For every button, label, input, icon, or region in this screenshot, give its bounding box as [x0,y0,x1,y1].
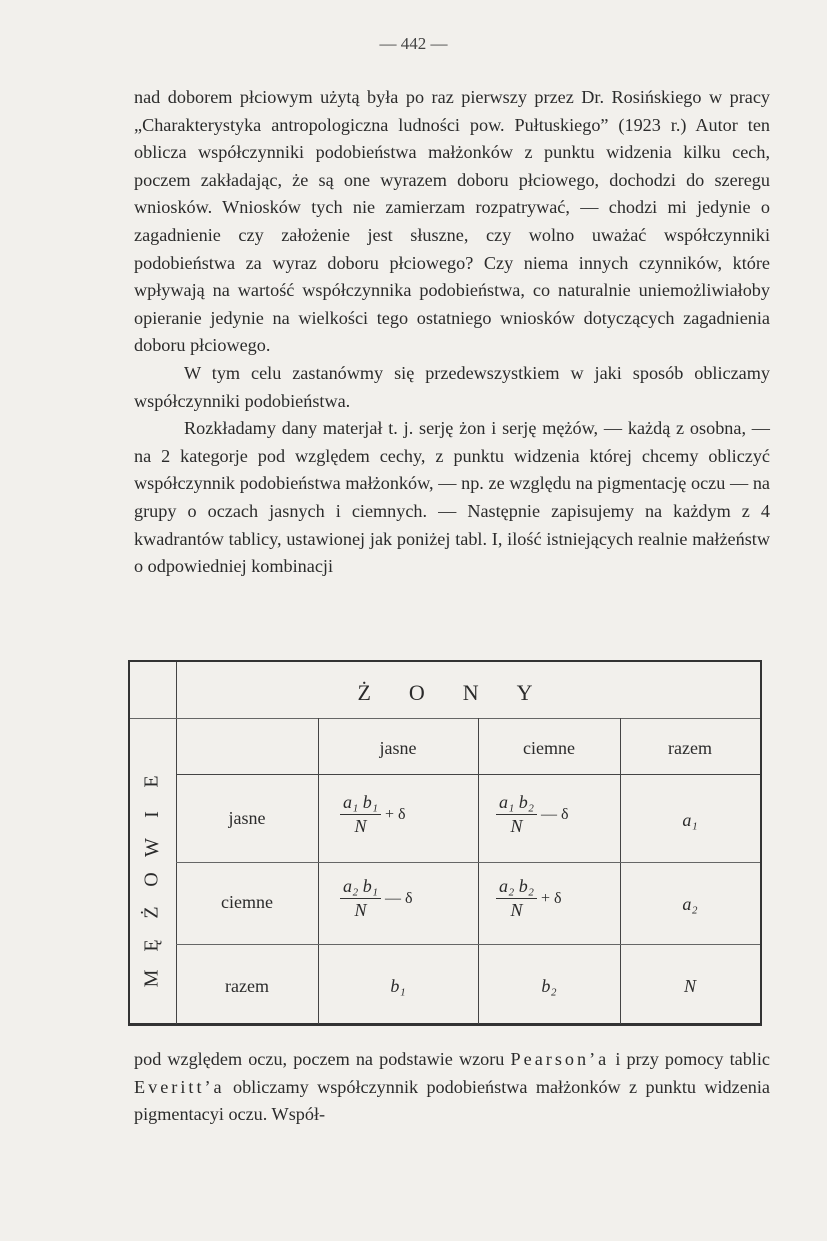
cell-r1c1-denominator: N [354,816,367,836]
cell-r1c1-operator: + δ [385,805,406,823]
side-label-letter: Ę [140,939,163,952]
cell-r1c1 [340,792,406,837]
cell-r2c1-numerator: a₂ b₁ [340,876,381,899]
cell-r2c2-operator: + δ [541,889,562,907]
table-title-zony: ŻONY [357,680,571,705]
col-header-razem: razem [668,738,712,758]
cell-r3c2: b₂ [541,976,557,996]
text-run: i przy pomocy tablic [609,1049,770,1069]
row-header-jasne: jasne [228,808,266,828]
cell-r3c1: b₁ [390,976,406,996]
side-label-letter: E [140,775,163,788]
author-name-pearson: Pearson’a [510,1049,610,1069]
side-label-letter: W [140,837,163,857]
cell-r2c2 [496,876,562,921]
cell-r2c3: a₂ [682,894,698,914]
cell-r1c2-operator: — δ [541,805,569,823]
cell-r2c1-denominator: N [354,900,367,920]
page-number: — 442 — [379,34,448,53]
paragraph-3: Rozkładamy dany materjał t. j. serję żon i serję mężów, — każdą z osobna, — na 2 kategorje pod względem cechy, z punktu widzenia której chcemy obliczyć współczynnik podobieństwa małżonków, — np. ze względu na pigmentację oczu — na grupy o oczach jasnych i ciemnych. — Następnie zapisujemy na każdym z 4 kwadrantów tablicy, ustawionej jak poniżej tabl. I, ilość istniejących realnie małżeństw o odpowiedniej kombinacji [134,418,770,577]
row-header-ciemne: ciemne [221,892,273,912]
paragraph-2: W tym celu zastanówmy się przedewszystkiem w jaki sposób obliczamy współczynniki podobieństwa. [134,362,770,411]
cell-r3c3: N [683,976,696,996]
paragraph-1: nad doborem płciowym użytą była po raz pierwszy przez Dr. Rosińskiego w pracy „Charakterystyka antropologiczna ludności pow. Pułtuskiego” (1923 r.) Autor ten oblicza współczynniki podobieństwa małżonków z punktu widzenia kilku cech, poczem zakładając, że są one wyrazem doboru płciowego, dochodzi do szeregu wniosków. Wniosków tych nie zamierzam rozpatrywać, — chodzi mi jedynie o zagadnienie czy założenie jest słuszne, czy wolno uważać współczynniki podobieństwa za wyraz doboru płciowego? Czy niema innych czynników, które wpływają na wartość współczynnika podobieństwa, co naturalnie uniemożliwiałoby opieranie jedynie na wielkości tego ostatniego wniosków dotyczących zagadnienia doboru płciowego. [134,87,770,356]
col-header-ciemne: ciemne [523,738,575,758]
side-label-mezowie [133,770,171,990]
cell-r2c2-numerator: a₂ b₂ [496,876,537,899]
row-header-razem: razem [225,976,269,996]
cell-r1c3: a₁ [682,810,698,830]
cell-r2c2-denominator: N [510,900,523,920]
side-label-letter: O [140,872,163,888]
side-label-letter: Ż [140,906,163,919]
cell-r2c1 [340,876,413,921]
text-run: pod względem oczu, poczem na podstawie wzoru [134,1049,511,1069]
cell-r2c1-operator: — δ [385,889,413,907]
body-text-bottom [134,1046,770,1129]
side-label-letter: M [140,969,163,988]
author-name-everitt: Everitt’a [134,1076,225,1097]
cell-r1c1-numerator: a₁ b₁ [340,792,381,815]
cell-r1c2-numerator: a₁ b₂ [496,792,537,815]
cell-r1c2-denominator: N [510,816,523,836]
cell-r1c2 [496,792,569,837]
body-text-top [134,84,770,581]
side-label-letter: I [140,810,163,818]
paragraph-4 [134,1046,770,1129]
text-run: obliczamy współczynnik podobieństwa małżonków z punktu widzenia pigmentacyi oczu. Współ- [134,1076,770,1125]
col-header-jasne: jasne [379,738,417,758]
table-i [128,660,762,1026]
